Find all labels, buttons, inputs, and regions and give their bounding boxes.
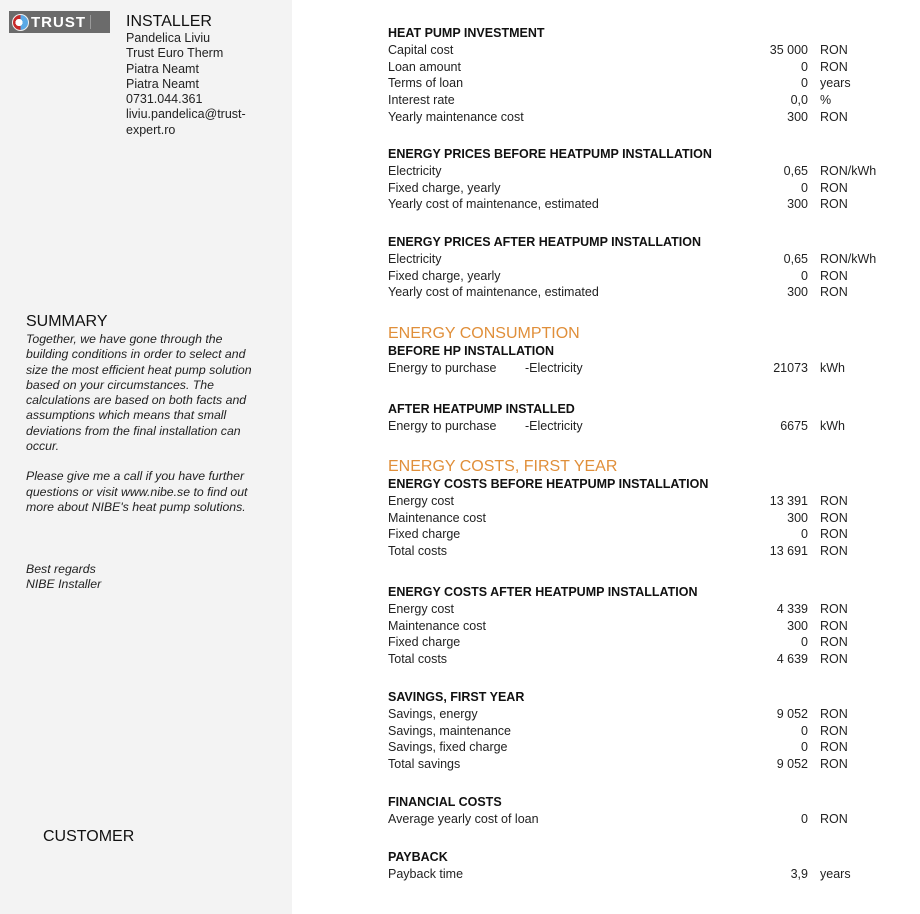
customer-title: CUSTOMER	[43, 828, 135, 845]
row-unit: years	[820, 867, 851, 881]
trust-logo	[9, 11, 110, 33]
section-energy-consumption	[388, 324, 908, 377]
row-unit: RON	[820, 544, 848, 559]
row-label: Interest rate	[388, 93, 455, 108]
row-value: 300	[787, 285, 808, 300]
row-value: 0,65	[783, 164, 808, 178]
row-label: Total costs	[388, 544, 448, 559]
row-unit: RON	[820, 494, 848, 508]
row-unit: RON	[820, 740, 848, 755]
row-unit: RON	[820, 618, 848, 633]
subsection-title: ENERGY COSTS BEFORE HEATPUMP INSTALLATION	[388, 477, 709, 491]
summary-title: SUMMARY	[26, 313, 108, 330]
data-row	[388, 756, 908, 773]
row-value: 0	[801, 723, 808, 738]
row-unit: %	[820, 93, 832, 108]
row-unit: RON	[820, 109, 848, 124]
row-unit: RON/kWh	[820, 164, 877, 178]
row-sublabel: -Electricity	[525, 361, 583, 375]
row-value: 0	[801, 268, 808, 283]
data-row	[388, 75, 908, 92]
data-row	[388, 510, 908, 527]
section-title: PAYBACK	[388, 850, 448, 864]
data-row	[388, 493, 908, 510]
data-row	[388, 706, 908, 723]
row-unit: RON	[820, 180, 848, 195]
installer-name: Pandelica Liviu	[126, 31, 211, 45]
data-row	[388, 42, 908, 59]
data-row	[388, 739, 908, 756]
data-row	[388, 418, 908, 435]
signature-line: NIBE Installer	[26, 577, 102, 592]
row-value: 3,9	[790, 867, 808, 881]
row-label: Capital cost	[388, 43, 454, 57]
data-row	[388, 251, 908, 268]
subsection-title: ENERGY COSTS AFTER HEATPUMP INSTALLATION	[388, 585, 698, 599]
installer-email-cont[interactable]: expert.ro	[126, 122, 176, 137]
section-investment	[388, 25, 908, 125]
row-label: Energy to purchase	[388, 419, 497, 433]
row-label: Yearly maintenance cost	[388, 109, 524, 124]
installer-info	[126, 12, 246, 138]
logo-brand-text: TRUST	[31, 13, 86, 31]
installer-sidebar	[0, 0, 292, 914]
summary-paragraph-2: Please give me a call if you have further questions or visit www.nibe.se to find out more about NIBE's heat pump solutions.	[26, 469, 248, 514]
row-value: 0	[801, 59, 808, 74]
data-row	[388, 163, 908, 180]
row-label: Yearly cost of maintenance, estimated	[388, 197, 599, 212]
row-label: Maintenance cost	[388, 618, 486, 633]
row-unit: RON	[820, 812, 848, 826]
section-prices-after	[388, 234, 908, 301]
row-label: Yearly cost of maintenance, estimated	[388, 285, 599, 300]
data-row	[388, 268, 908, 285]
section-savings	[388, 689, 908, 773]
row-value: 6675	[780, 419, 808, 433]
row-unit: kWh	[820, 419, 845, 433]
rows-list	[388, 163, 908, 213]
section-after-installed	[388, 401, 908, 435]
data-row	[388, 526, 908, 543]
row-unit: RON	[820, 197, 848, 212]
row-unit: years	[820, 76, 851, 91]
row-label: Fixed charge	[388, 635, 461, 650]
data-row	[388, 651, 908, 668]
data-row	[388, 543, 908, 560]
subsection-title: BEFORE HP INSTALLATION	[388, 344, 554, 358]
row-unit: RON	[820, 757, 848, 772]
row-label: Electricity	[388, 164, 442, 178]
rows-list	[388, 42, 908, 125]
data-row	[388, 618, 908, 635]
row-value: 21073	[773, 361, 808, 375]
data-row	[388, 284, 908, 301]
row-unit: RON	[820, 527, 848, 542]
trust-logo-icon	[12, 14, 29, 31]
row-label: Fixed charge, yearly	[388, 268, 501, 283]
row-value: 9 052	[776, 757, 808, 772]
row-value: 35 000	[769, 43, 808, 57]
installer-email[interactable]: liviu.pandelica@trust-	[126, 107, 246, 122]
summary-paragraph-1: Together, we have gone through the building conditions in order to select and size the most efficient heat pump solution based on your circumstances. The calculations are based on both facts and assumptions which means that small deviations from the final installation can occur.	[26, 332, 252, 454]
section-prices-before	[388, 146, 908, 213]
section-financial-costs	[388, 794, 908, 828]
row-unit: RON/kWh	[820, 252, 877, 266]
subsection-title: AFTER HEATPUMP INSTALLED	[388, 402, 575, 416]
rows-list	[388, 866, 908, 883]
row-unit: RON	[820, 652, 848, 667]
row-value: 4 639	[776, 652, 808, 667]
row-label: Total costs	[388, 652, 448, 667]
section-costs-after	[388, 584, 908, 668]
data-row	[388, 109, 908, 126]
row-sublabel: -Electricity	[525, 419, 583, 433]
row-label: Terms of loan	[388, 76, 464, 91]
section-heading: ENERGY COSTS, FIRST YEAR	[388, 458, 618, 475]
row-value: 300	[787, 510, 808, 525]
data-row	[388, 723, 908, 740]
logo-tagline	[90, 15, 108, 29]
row-label: Electricity	[388, 252, 442, 266]
row-value: 0	[801, 180, 808, 195]
row-label: Fixed charge	[388, 527, 461, 542]
row-label: Loan amount	[388, 59, 461, 74]
section-title: SAVINGS, FIRST YEAR	[388, 690, 525, 704]
row-value: 300	[787, 197, 808, 212]
row-unit: RON	[820, 723, 848, 738]
rows-list	[388, 811, 908, 828]
data-row	[388, 92, 908, 109]
section-title: FINANCIAL COSTS	[388, 795, 502, 809]
row-unit: kWh	[820, 361, 845, 375]
installer-address: Piatra Neamt	[126, 61, 199, 76]
installer-company: Trust Euro Therm	[126, 46, 224, 61]
row-value: 300	[787, 618, 808, 633]
row-value: 300	[787, 109, 808, 124]
row-label: Fixed charge, yearly	[388, 180, 501, 195]
row-unit: RON	[820, 707, 848, 721]
regards-line: Best regards	[26, 562, 96, 576]
data-row	[388, 866, 908, 883]
row-label: Maintenance cost	[388, 510, 486, 525]
rows-list	[388, 706, 908, 773]
row-unit: RON	[820, 43, 848, 57]
rows-list	[388, 251, 908, 301]
row-unit: RON	[820, 268, 848, 283]
row-unit: RON	[820, 635, 848, 650]
rows-list	[388, 493, 908, 560]
section-title: ENERGY PRICES BEFORE HEATPUMP INSTALLATION	[388, 147, 712, 161]
row-label: Total savings	[388, 757, 461, 772]
row-label: Savings, maintenance	[388, 723, 511, 738]
section-title: HEAT PUMP INVESTMENT	[388, 26, 545, 40]
row-value: 0,65	[783, 252, 808, 266]
row-label: Energy to purchase	[388, 361, 497, 375]
data-row	[388, 811, 908, 828]
row-value: 0	[801, 527, 808, 542]
row-label: Payback time	[388, 867, 464, 881]
installer-title: INSTALLER	[126, 13, 212, 30]
row-unit: RON	[820, 285, 848, 300]
row-value: 9 052	[776, 707, 808, 721]
row-label: Savings, energy	[388, 707, 478, 721]
section-energy-costs	[388, 457, 908, 560]
row-label: Energy cost	[388, 602, 455, 616]
row-label: Average yearly cost of loan	[388, 812, 539, 826]
data-row	[388, 601, 908, 618]
row-unit: RON	[820, 59, 848, 74]
data-row	[388, 59, 908, 76]
regards-block	[26, 562, 101, 593]
row-value: 13 391	[769, 494, 808, 508]
data-row	[388, 360, 908, 377]
row-value: 0	[801, 812, 808, 826]
row-value: 0	[801, 740, 808, 755]
row-label: Savings, fixed charge	[388, 740, 508, 755]
section-payback	[388, 849, 908, 883]
row-unit: RON	[820, 510, 848, 525]
row-label: Energy cost	[388, 494, 455, 508]
rows-list	[388, 601, 908, 668]
row-value: 13 691	[769, 544, 808, 559]
data-row	[388, 196, 908, 213]
row-value: 0,0	[790, 93, 808, 108]
row-unit: RON	[820, 602, 848, 616]
section-title: ENERGY PRICES AFTER HEATPUMP INSTALLATION	[388, 235, 701, 249]
data-row	[388, 180, 908, 197]
row-value: 0	[801, 76, 808, 91]
section-heading: ENERGY CONSUMPTION	[388, 325, 580, 342]
data-row	[388, 634, 908, 651]
row-value: 0	[801, 635, 808, 650]
summary-block	[26, 313, 266, 515]
installer-city: Piatra Neamt	[126, 76, 199, 91]
installer-phone: 0731.044.361	[126, 92, 203, 107]
row-value: 4 339	[776, 602, 808, 616]
